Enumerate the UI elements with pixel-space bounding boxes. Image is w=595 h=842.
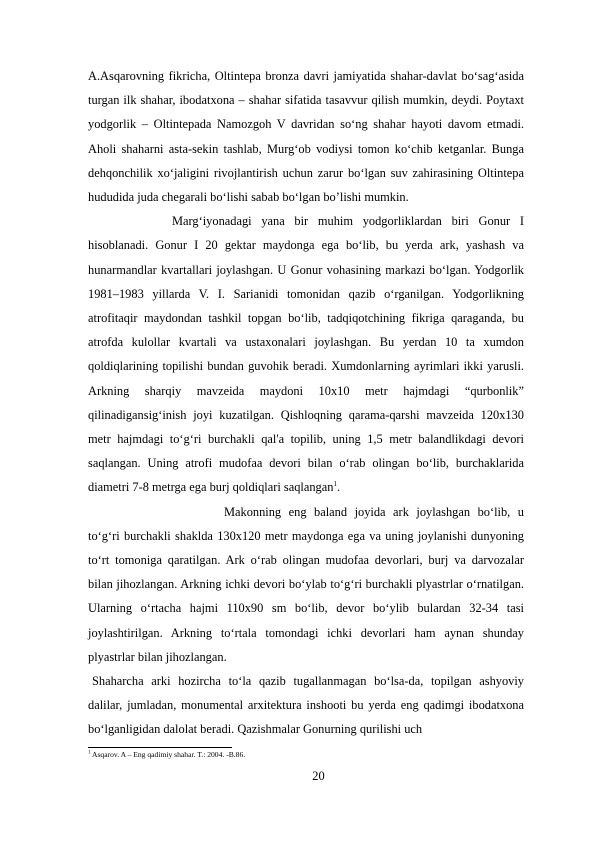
paragraph-3: Makonning eng baland joyida ark joylashgan bo‘lib, u to‘g‘ri burchakli shaklda 130x120 metr maydonga ega va uning joylanishi dunyoning to‘rt tomoniga qaratilgan. Ark o‘rab olingan mudofaa devorlari, burj va darvozalar bilan jihozlangan. Arkning ichki devori bo‘ylab to‘g‘ri burchakli plyastrlar o‘rnatilgan. Ularning o‘rtacha hajmi 110x90 sm bo‘lib, devor bo‘ylib bulardan 32-34 tasi joylashtirilgan. Arkning to‘rtala tomondagi ichki devorlari ham aynan shunday plyastrlar bilan jihozlangan. [88,504,524,664]
paragraph-4: Shaharcha arki hozircha to‘la qazib tugallanmagan bo‘lsa-da, topilgan ashyoviy dalilar, jumladan, monumental arxitektura inshooti bu yerda eng qadimgi ibodatxona bo‘lganligidan dalolat beradi. Qazishmalar Gonurning qurilishi uch [88,674,524,737]
footnote-reference[interactable]: 1 [333,480,337,489]
body-text [88,64,524,742]
paragraph-2-end: . [336,480,341,495]
paragraph-2 [88,209,524,499]
paragraph-2-text: Marg‘iyonadagi yana bir muhim yodgorliklardan biri Gonur I hisoblanadi. Gonur I 20 gektar maydonga ega bo‘lib, bu yerda ark, yashash va hunarmandlar kvartallari joylashgan. U Gonur vohasining markazi bo‘lgan. Yodgorlik 1981–1983 yillarda V. I. Sarianidi tomonidan qazib o‘rganilgan. Yodgorlikning atrofitaqir maydondan tashkil topgan bo‘lib, tadqiqotchining fikriga qaraganda, bu atrofda kulollar kvartali va ustaxonalari joylashgan. Bu yerdan 10 ta xumdon qoldiqlarining topilishi bundan guvohik beradi. Xumdonlarning ayrimlari ikki yarusli. Arkning sharqiy mavzeida maydoni 10x10 metr hajmdagi “qurbonlik” qilinadigansig‘inish joyi kuzatilgan. Qishloqning qarama-qarshi mavzeida 120x130 metr hajmdagi to‘g‘ri burchakli qal'a topilib, uning 1,5 metr balandlikdagi devori saqlangan. Uning atrofi mudofaa devori bilan o‘rab olingan bo‘lib, burchaklarida diametri 7-8 metrga ega burj qoldiqlari saqlangan [88,214,524,495]
footnote-marker: 1 [88,750,91,756]
footnote [88,750,524,760]
footnote-separator [88,747,232,748]
footnote-text: Asqarov. A – Eng qadimiy shahar. T.: 2004. -B.86. [90,750,246,759]
page-number: 20 [312,769,325,783]
paragraph-1: A.Asqarovning fikricha, Oltintepa bronza davri jamiyatida shahar-davlat bo‘sag‘asida turgan ilk shahar, ibodatxona – shahar sifatida tasavvur qilish mumkin, deydi. Poytaxt yodgorlik – Oltintepada Namozgoh V davridan so‘ng shahar hayoti davom etmadi. Aholi shaharni asta-sekin tashlab, Murg‘ob vodiysi tomon ko‘chib ketganlar. Bunga dehqonchilik xo‘jaligini rivojlantirish uchun zarur bo‘lgan suv zahirasining Oltintepa hududida juda chegarali bo‘lishi sabab bo‘lgan bo’lishi mumkin. [88,69,524,205]
